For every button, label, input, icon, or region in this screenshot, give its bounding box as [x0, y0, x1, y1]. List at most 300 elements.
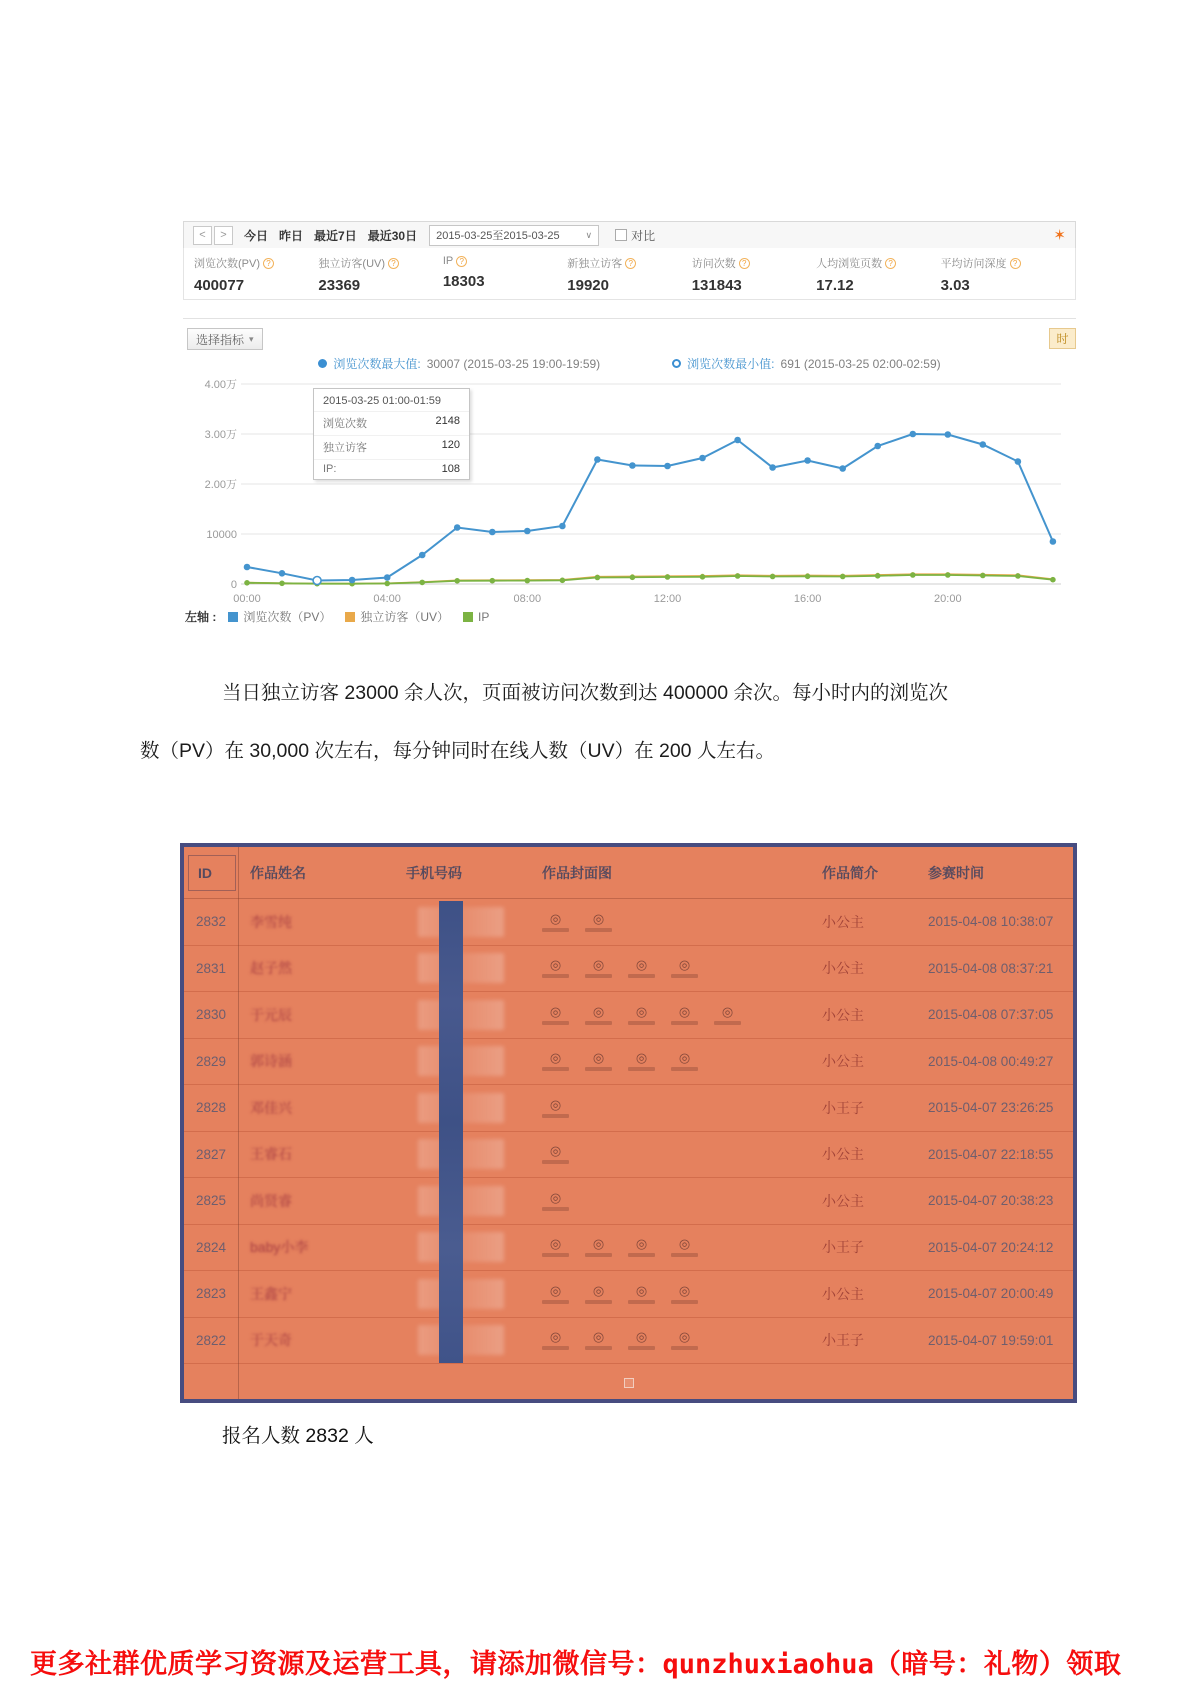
cover-thumbnail-icon	[542, 912, 569, 932]
image-caption-blur	[542, 1207, 569, 1211]
table-header-row	[184, 847, 1073, 899]
cell-covers	[518, 912, 798, 932]
cover-thumbnail-icon	[671, 1051, 698, 1071]
image-placeholder-icon: ◎	[549, 1189, 562, 1205]
cell-id: 2830	[196, 1007, 227, 1023]
image-caption-blur	[542, 1021, 569, 1025]
stat-label-text: 访问次数	[691, 258, 736, 270]
date-shortcut-link[interactable]: 最近30日	[367, 228, 418, 243]
data-point-marker	[805, 574, 811, 580]
cover-thumbnail-icon	[671, 1284, 698, 1304]
data-point-marker	[349, 577, 356, 584]
stat-item	[567, 255, 691, 299]
stat-label-text: 独立访客(UV)	[318, 258, 386, 270]
cover-thumbnail-icon	[585, 1051, 612, 1071]
data-point-marker	[875, 573, 881, 579]
data-point-marker	[1050, 577, 1056, 583]
cell-time: 2015-04-07 19:59:01	[928, 1332, 1054, 1348]
x-axis-tick: 08:00	[513, 593, 542, 605]
stat-item	[194, 255, 318, 299]
cell-intro: 小公主	[822, 960, 864, 977]
series-color-swatch	[463, 612, 473, 622]
image-placeholder-icon: ◎	[549, 1143, 562, 1159]
registrations-table-screenshot	[180, 843, 1077, 1403]
stat-label	[692, 255, 816, 271]
data-point-marker	[244, 564, 251, 571]
image-caption-blur	[714, 1021, 741, 1025]
image-placeholder-icon: ◎	[549, 1096, 562, 1112]
blurred-phone-stripe	[439, 901, 463, 1363]
table-row	[184, 899, 1073, 946]
cover-thumbnail-icon	[714, 1005, 741, 1025]
image-caption-blur	[585, 1346, 612, 1350]
x-axis-tick: 12:00	[653, 593, 682, 605]
cover-thumbnail-icon	[542, 958, 569, 978]
series-color-swatch	[345, 612, 355, 622]
data-point-marker	[454, 524, 461, 531]
compare-option[interactable]	[615, 227, 655, 244]
image-placeholder-icon: ◎	[635, 1329, 648, 1345]
image-placeholder-icon: ◎	[635, 1003, 648, 1019]
column-header: ID	[198, 864, 212, 881]
cover-thumbnail-icon	[585, 1005, 612, 1025]
data-point-marker	[560, 578, 566, 584]
data-point-marker	[524, 528, 531, 535]
image-caption-blur	[628, 1067, 655, 1071]
cell-id: 2822	[196, 1332, 227, 1348]
cell-intro: 小王子	[822, 1332, 864, 1349]
image-placeholder-icon: ◎	[592, 910, 605, 926]
data-point-marker	[945, 431, 952, 438]
left-axis-legend	[185, 608, 489, 625]
footer-suffix: （暗号：礼物）领取	[873, 1649, 1122, 1679]
column-header: 作品简介	[822, 864, 878, 881]
image-caption-blur	[671, 974, 698, 978]
cover-thumbnail-icon	[542, 1144, 569, 1164]
data-point-marker	[384, 581, 390, 587]
data-point-marker	[665, 574, 671, 580]
cell-covers	[518, 1005, 798, 1025]
data-point-marker	[419, 552, 426, 559]
cell-name: 尚贤睿	[250, 1192, 292, 1209]
cell-time: 2015-04-07 23:26:25	[928, 1100, 1054, 1116]
cell-name: 王睿石	[250, 1146, 292, 1163]
column-header: 作品封面图	[542, 864, 612, 881]
select-metric-button[interactable]	[187, 328, 263, 350]
data-point-marker	[910, 431, 917, 438]
cell-time: 2015-04-07 20:24:12	[928, 1239, 1054, 1255]
stat-label	[318, 255, 442, 271]
cell-name: 邓佳兴	[250, 1099, 292, 1116]
help-icon[interactable]: ?	[456, 256, 467, 267]
data-point-marker	[770, 574, 776, 580]
image-placeholder-icon: ◎	[635, 957, 648, 973]
help-icon[interactable]: ?	[388, 258, 399, 269]
cell-covers	[518, 1284, 798, 1304]
pagination-box	[624, 1378, 634, 1388]
min-point-marker	[313, 577, 321, 585]
legend-max-label: 浏览次数最大值:	[333, 357, 421, 371]
cell-id: 2823	[196, 1286, 227, 1302]
data-point-marker	[279, 581, 285, 587]
date-shortcut-link[interactable]: 最近7日	[314, 228, 357, 243]
legend-max-value: 30007 (2015-03-25 19:00-19:59)	[426, 356, 601, 371]
cover-thumbnail-icon	[671, 1330, 698, 1350]
tooltip-label: IP:	[323, 463, 337, 475]
data-point-marker	[700, 574, 706, 580]
image-caption-blur	[671, 1300, 698, 1304]
cover-thumbnail-icon	[628, 1330, 655, 1350]
stat-value: 23369	[318, 277, 361, 294]
series-name: 浏览次数（PV）	[243, 610, 332, 624]
image-placeholder-icon: ◎	[549, 1050, 562, 1066]
help-icon[interactable]: ?	[1010, 258, 1021, 269]
help-icon[interactable]: ?	[739, 258, 750, 269]
hollow-dot-icon	[672, 359, 681, 368]
data-point-marker	[594, 456, 601, 463]
cover-thumbnail-icon	[585, 912, 612, 932]
image-placeholder-icon: ◎	[549, 1282, 562, 1298]
data-point-marker	[630, 575, 636, 581]
stat-value: 131843	[691, 277, 742, 294]
image-placeholder-icon: ◎	[592, 1236, 605, 1252]
help-icon[interactable]: ?	[625, 258, 636, 269]
image-caption-blur	[542, 928, 569, 932]
data-point-marker	[279, 570, 286, 577]
cover-thumbnail-icon	[628, 958, 655, 978]
image-caption-blur	[671, 1253, 698, 1257]
cover-thumbnail-icon	[671, 958, 698, 978]
data-point-marker	[525, 578, 531, 584]
stat-item	[443, 255, 567, 299]
image-caption-blur	[628, 1346, 655, 1350]
image-placeholder-icon: ◎	[549, 910, 562, 926]
cell-id: 2832	[196, 914, 227, 930]
data-point-marker	[839, 465, 846, 472]
image-placeholder-icon: ◎	[678, 957, 691, 973]
legend-max-item	[318, 355, 600, 372]
data-point-marker	[419, 580, 425, 586]
image-placeholder-icon: ◎	[635, 1236, 648, 1252]
id-column-divider	[238, 847, 239, 1399]
tooltip-row	[314, 411, 469, 435]
y-axis-tick: 3.00万	[204, 429, 237, 441]
cell-intro: 小公主	[822, 1192, 864, 1209]
y-axis-tick: 4.00万	[204, 379, 237, 391]
paragraph-line: 当日独立访客 23000 余人次，页面被访问次数到达 400000 余次。每小时内的浏览次	[222, 682, 948, 704]
hour-granularity-button[interactable]: 时	[1049, 328, 1076, 349]
cover-thumbnail-icon	[542, 1330, 569, 1350]
cell-id: 2831	[196, 960, 227, 976]
cover-thumbnail-icon	[671, 1005, 698, 1025]
series-name: IP	[478, 609, 490, 624]
analysis-paragraph	[140, 664, 1070, 780]
cover-thumbnail-icon	[628, 1005, 655, 1025]
data-point-marker	[734, 437, 741, 444]
cover-thumbnail-icon	[628, 1051, 655, 1071]
image-caption-blur	[585, 928, 612, 932]
compare-label: 对比	[631, 228, 656, 243]
table-row	[184, 992, 1073, 1039]
cell-name: 于天奇	[250, 1332, 292, 1349]
cell-time: 2015-04-07 20:38:23	[928, 1193, 1054, 1209]
data-point-marker	[664, 463, 671, 470]
image-placeholder-icon: ◎	[678, 1236, 691, 1252]
cell-name: baby小李	[250, 1239, 309, 1256]
data-point-marker	[384, 574, 391, 581]
next-date-button[interactable]: >	[214, 226, 233, 245]
compare-checkbox[interactable]	[615, 229, 627, 241]
cell-id: 2825	[196, 1193, 227, 1209]
cell-covers	[518, 1098, 798, 1118]
data-point-marker	[454, 578, 460, 584]
image-placeholder-icon: ◎	[592, 1003, 605, 1019]
image-caption-blur	[628, 974, 655, 978]
image-caption-blur	[585, 1021, 612, 1025]
cell-id: 2827	[196, 1146, 227, 1162]
column-header: 参赛时间	[928, 864, 984, 881]
legend-min-label: 浏览次数最小值:	[687, 357, 775, 371]
date-range-select[interactable]	[429, 225, 599, 246]
table-row	[184, 1132, 1073, 1179]
stat-label-text: 人均浏览页数	[816, 258, 883, 270]
image-placeholder-icon: ◎	[678, 1329, 691, 1345]
cell-name: 于元辰	[250, 1006, 292, 1023]
select-metric-label: 选择指标	[196, 332, 245, 347]
cell-id: 2829	[196, 1053, 227, 1069]
image-caption-blur	[628, 1300, 655, 1304]
help-icon[interactable]: ?	[885, 258, 896, 269]
left-axis-label: 左轴 :	[185, 610, 217, 624]
cell-covers	[518, 1191, 798, 1211]
data-point-marker	[840, 574, 846, 580]
image-caption-blur	[585, 1067, 612, 1071]
cell-time: 2015-04-08 08:37:21	[928, 960, 1054, 976]
filled-dot-icon	[318, 359, 327, 368]
image-placeholder-icon: ◎	[549, 1003, 562, 1019]
tooltip-label: 独立访客	[323, 442, 367, 454]
stat-item	[692, 255, 816, 299]
image-placeholder-icon: ◎	[592, 1282, 605, 1298]
data-point-marker	[1050, 538, 1057, 545]
tooltip-title: 2015-03-25 01:00-01:59	[323, 395, 442, 407]
cover-thumbnail-icon	[542, 1237, 569, 1257]
date-shortcut-link[interactable]: 今日	[244, 228, 269, 243]
cell-id: 2824	[196, 1239, 227, 1255]
column-header: 作品姓名	[250, 864, 306, 881]
date-range-shortcuts	[233, 227, 417, 244]
image-caption-blur	[671, 1021, 698, 1025]
axis-series-item	[345, 608, 449, 625]
cell-intro: 小公主	[822, 913, 864, 930]
chart-tooltip	[313, 388, 470, 480]
cell-covers	[518, 1237, 798, 1257]
data-point-marker	[629, 462, 636, 469]
paragraph-line: 数（PV）在 30,000 次左右，每分钟同时在线人数（UV）在 200 人左右。	[140, 740, 775, 762]
data-point-marker	[595, 575, 601, 581]
cell-covers	[518, 958, 798, 978]
cover-thumbnail-icon	[585, 1284, 612, 1304]
x-axis-tick: 04:00	[373, 593, 401, 605]
image-caption-blur	[671, 1067, 698, 1071]
legend-min-item	[672, 355, 940, 372]
cell-intro: 小王子	[822, 1099, 864, 1116]
image-placeholder-icon: ◎	[678, 1282, 691, 1298]
image-caption-blur	[585, 1300, 612, 1304]
cell-time: 2015-04-07 20:00:49	[928, 1286, 1054, 1302]
data-point-marker	[804, 457, 811, 464]
data-point-marker	[559, 523, 566, 530]
chevron-down-icon: ∨	[585, 229, 593, 240]
image-caption-blur	[542, 1253, 569, 1257]
cell-intro: 小公主	[822, 1006, 864, 1023]
cell-intro: 小公主	[822, 1053, 864, 1070]
stat-label-text: 浏览次数(PV)	[194, 258, 260, 270]
date-range-value: 2015-03-25至2015-03-25	[436, 230, 560, 242]
traffic-chart-panel	[183, 318, 1076, 630]
image-placeholder-icon: ◎	[592, 957, 605, 973]
tooltip-row	[314, 459, 469, 479]
cell-intro: 小公主	[822, 1146, 864, 1163]
image-placeholder-icon: ◎	[549, 957, 562, 973]
tooltip-value: 120	[441, 439, 460, 451]
cover-thumbnail-icon	[628, 1284, 655, 1304]
stat-item	[318, 255, 442, 299]
axis-series-item	[463, 608, 489, 625]
image-caption-blur	[542, 1300, 569, 1304]
tooltip-label: 浏览次数	[323, 418, 367, 430]
cover-thumbnail-icon	[628, 1237, 655, 1257]
y-axis-tick: 10000	[206, 529, 237, 541]
footer-prefix: 更多社群优质学习资源及运营工具，请添加微信号：	[30, 1649, 663, 1679]
data-point-marker	[1015, 458, 1022, 465]
cell-name: 赵子然	[250, 960, 292, 977]
image-caption-blur	[585, 974, 612, 978]
signup-count-text: 报名人数 2832 人	[222, 1425, 374, 1447]
stat-label	[567, 255, 691, 271]
cover-thumbnail-icon	[542, 1191, 569, 1211]
cell-covers	[518, 1330, 798, 1350]
data-point-marker	[980, 441, 987, 448]
data-point-marker	[490, 578, 496, 584]
prev-date-button[interactable]: <	[193, 226, 212, 245]
image-caption-blur	[628, 1253, 655, 1257]
data-point-marker	[1015, 573, 1021, 579]
y-axis-tick: 0	[230, 579, 237, 591]
tooltip-row	[314, 435, 469, 459]
stat-value: 19920	[567, 277, 609, 294]
help-icon[interactable]: ?	[263, 258, 274, 269]
data-point-marker	[735, 573, 741, 579]
data-point-marker	[769, 464, 776, 471]
table-row	[184, 946, 1073, 993]
data-point-marker	[945, 572, 951, 578]
column-header: 手机号码	[406, 864, 462, 881]
cell-id: 2828	[196, 1100, 227, 1116]
date-shortcut-link[interactable]: 昨日	[279, 228, 304, 243]
image-placeholder-icon: ◎	[592, 1050, 605, 1066]
pin-icon[interactable]: ✶	[1053, 227, 1066, 244]
cell-time: 2015-04-07 22:18:55	[928, 1146, 1054, 1162]
table-row	[184, 1225, 1073, 1272]
cell-time: 2015-04-08 00:49:27	[928, 1053, 1054, 1069]
cell-time: 2015-04-08 10:38:07	[928, 914, 1054, 930]
image-placeholder-icon: ◎	[635, 1050, 648, 1066]
id-header-box	[188, 855, 236, 891]
cover-thumbnail-icon	[671, 1237, 698, 1257]
image-placeholder-icon: ◎	[678, 1003, 691, 1019]
cover-thumbnail-icon	[542, 1284, 569, 1304]
stat-item	[941, 255, 1065, 299]
cell-time: 2015-04-08 07:37:05	[928, 1007, 1054, 1023]
tooltip-value: 2148	[435, 415, 460, 427]
stat-item	[816, 255, 940, 299]
cell-name: 郭诗涵	[250, 1053, 292, 1070]
stat-label	[194, 255, 318, 271]
cover-thumbnail-icon	[585, 958, 612, 978]
cover-thumbnail-icon	[542, 1005, 569, 1025]
stat-label-text: IP	[442, 255, 454, 267]
analytics-toolbar	[183, 221, 1076, 249]
image-caption-blur	[585, 1253, 612, 1257]
data-point-marker	[910, 572, 916, 578]
x-axis-tick: 16:00	[793, 593, 822, 605]
image-placeholder-icon: ◎	[549, 1329, 562, 1345]
wechat-id: qunzhuxiaohua	[662, 1649, 874, 1680]
image-placeholder-icon: ◎	[721, 1003, 734, 1019]
stat-value: 17.12	[816, 277, 854, 294]
table-row	[184, 1178, 1073, 1225]
image-placeholder-icon: ◎	[635, 1282, 648, 1298]
image-placeholder-icon: ◎	[549, 1236, 562, 1252]
stat-label	[443, 255, 567, 267]
data-point-marker	[699, 455, 706, 462]
data-point-marker	[980, 573, 986, 579]
cell-name: 王鑫宁	[250, 1285, 292, 1302]
series-color-swatch	[228, 612, 238, 622]
stat-label	[941, 255, 1065, 271]
cell-covers	[518, 1051, 798, 1071]
axis-series-item	[228, 608, 331, 625]
cover-thumbnail-icon	[542, 1051, 569, 1071]
axis-series-list	[228, 608, 489, 625]
table-row	[184, 1039, 1073, 1086]
cell-covers	[518, 1144, 798, 1164]
table-row	[184, 1271, 1073, 1318]
cell-intro: 小王子	[822, 1239, 864, 1256]
image-placeholder-icon: ◎	[678, 1050, 691, 1066]
stat-label-text: 平均访问深度	[940, 258, 1007, 270]
y-axis-tick: 2.00万	[204, 479, 237, 491]
image-caption-blur	[542, 1160, 569, 1164]
summary-stats-row	[183, 248, 1076, 300]
table-body	[184, 899, 1073, 1364]
image-placeholder-icon: ◎	[592, 1329, 605, 1345]
chevron-down-icon: ▾	[249, 333, 254, 344]
chart-extremes-legend	[183, 355, 1076, 372]
cell-name: 李雪纯	[250, 913, 292, 930]
stat-value: 400077	[194, 277, 245, 294]
data-point-marker	[874, 443, 881, 450]
image-caption-blur	[542, 1346, 569, 1350]
tooltip-value: 108	[441, 463, 460, 475]
x-axis-tick: 20:00	[934, 593, 962, 605]
data-point-marker	[489, 529, 496, 536]
image-caption-blur	[542, 1114, 569, 1118]
table-row	[184, 1318, 1073, 1365]
cell-intro: 小公主	[822, 1285, 864, 1302]
image-caption-blur	[628, 1021, 655, 1025]
